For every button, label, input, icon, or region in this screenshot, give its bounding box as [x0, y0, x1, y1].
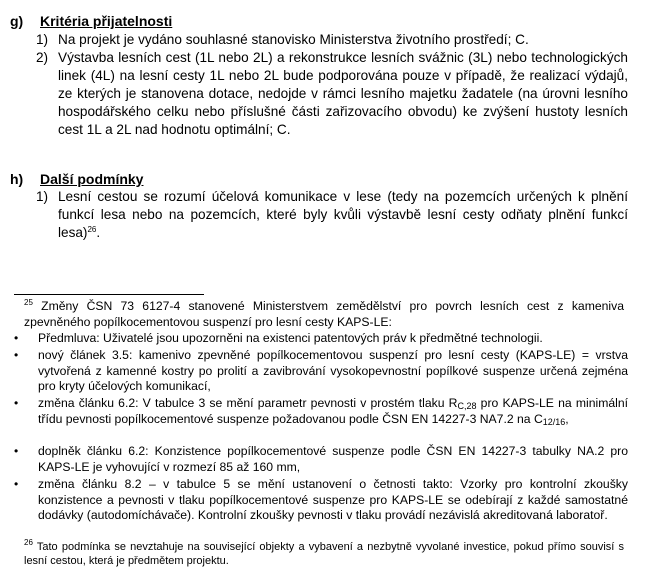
footnote-25-bullet-4: doplněk článku 6.2: Konzistence popílkocementové suspenze podle ČSN EN 14227-3 tabulky NA.2 pro KAPS-LE je vyhovující v rozmezí 85 až 160 mm,	[38, 444, 628, 474]
section-g-title: Kritéria přijatelnosti	[40, 13, 173, 29]
section-g-heading	[10, 12, 172, 30]
footnote-ref-26[interactable]: 26	[87, 225, 97, 234]
bullet-icon: •	[14, 444, 19, 458]
bullet-3-subscript-1: C,28	[457, 401, 477, 411]
bullet-3-part-c: ,	[565, 411, 569, 426]
footnote-25-bullet-5: změna článku 8.2 – v tabulce 5 se mění ustanovení o četnosti takto: Vzorky pro kontrolní zkoušky konzistence a pevnosti v tlaku popílkocementové suspenze pro KAPS-LE se odebírají z každé samostatné dodávky (autodomíchávače). Kontrolní zkoušky pevnosti v tlaku provádí nezávislá akreditovaná laboratoř.	[38, 477, 628, 522]
footnote-26-text: Tato podmínka se nevztahuje na související objekty a vybavení a nezbytně vyvolané investice, pokud přímo souvisí s lesní cestou, která je předmětem projektu.	[24, 541, 624, 567]
bullet-3-subscript-2: 12/16	[542, 416, 566, 427]
section-h-item-1-end: .	[96, 225, 101, 240]
footnote-separator	[14, 294, 204, 295]
bullet-icon: •	[14, 331, 19, 345]
section-h-title: Další podmínky	[40, 171, 144, 187]
section-h-letter: h)	[10, 171, 24, 187]
footnote-25-bullet-1: Předmluva: Uživatelé jsou upozorněni na existenci patentových práv k předmětné technologii.	[38, 331, 543, 345]
section-g-item-1-number: 1)	[36, 32, 49, 47]
footnote-25-mark: 25	[24, 298, 33, 307]
section-h-item-1-number: 1)	[36, 189, 49, 204]
bullet-icon: •	[14, 348, 19, 362]
bullet-icon: •	[14, 477, 19, 491]
bullet-icon: •	[14, 396, 19, 410]
footnote-26-mark: 26	[24, 538, 33, 547]
section-g-item-2-number: 2)	[36, 50, 49, 65]
section-g-item-1-text: Na projekt je vydáno souhlasné stanovisko Ministerstva životního prostředí; C.	[58, 32, 529, 47]
footnote-25	[24, 299, 624, 330]
section-h-heading	[10, 170, 143, 188]
footnote-25-text: Změny ČSN 73 6127-4 stanovené Ministerstvem zemědělství pro povrch lesních cest z kameniva zpevněného popílkocementovou suspenzí pro lesní cesty KAPS-LE:	[24, 299, 624, 329]
section-g-letter: g)	[10, 13, 24, 29]
footnote-25-bullet-3	[38, 396, 628, 427]
bullet-3-part-a: změna článku 6.2: V tabulce 3 se mění parametr pevnosti v prostém tlaku R	[38, 396, 458, 410]
section-g-item-2-text: Výstavba lesních cest (1L nebo 2L) a rekonstrukce lesních svážnic (3L) nebo technologických linek (4L) na lesní cesty 1L nebo 2L bude podporována pouze v případě, že realizací výdajů, ze kterých je stanovena dotace, nedojde v rámci lesního majetku žadatele (na úrovni lesního hospodářského celku nebo příslušné části zařizovacího obvodu) ke zvýšení hustoty lesních cest 1L a 2L nad hodnotu optimální; C.	[58, 50, 628, 137]
bullet-3-part-b: pro KAPS-LE na minimální třídu pevnosti popílkocementové suspenze požadovanou podle ČSN EN 14227-3 NA7.2 na C	[38, 396, 628, 426]
footnote-25-bullet-2: nový článek 3.5: kamenivo zpevněné popílkocementovou suspenzí pro lesní cesty (KAPS-LE) = vrstva vytvořená z kamenné kostry po prolití a zavibrování vysokopevnostní popílkové suspenze určená zejména pro kryty účelových komunikací,	[38, 348, 628, 393]
section-h-item-1-text	[58, 188, 628, 242]
section-h-item-1-body: Lesní cestou se rozumí účelová komunikace v lese (tedy na pozemcích určených k plnění funkcí lesa nebo na pozemcích, které byly kvůli výstavbě lesní cesty odňaty plnění funkcí lesa)	[58, 189, 628, 240]
footnote-26	[24, 540, 624, 568]
